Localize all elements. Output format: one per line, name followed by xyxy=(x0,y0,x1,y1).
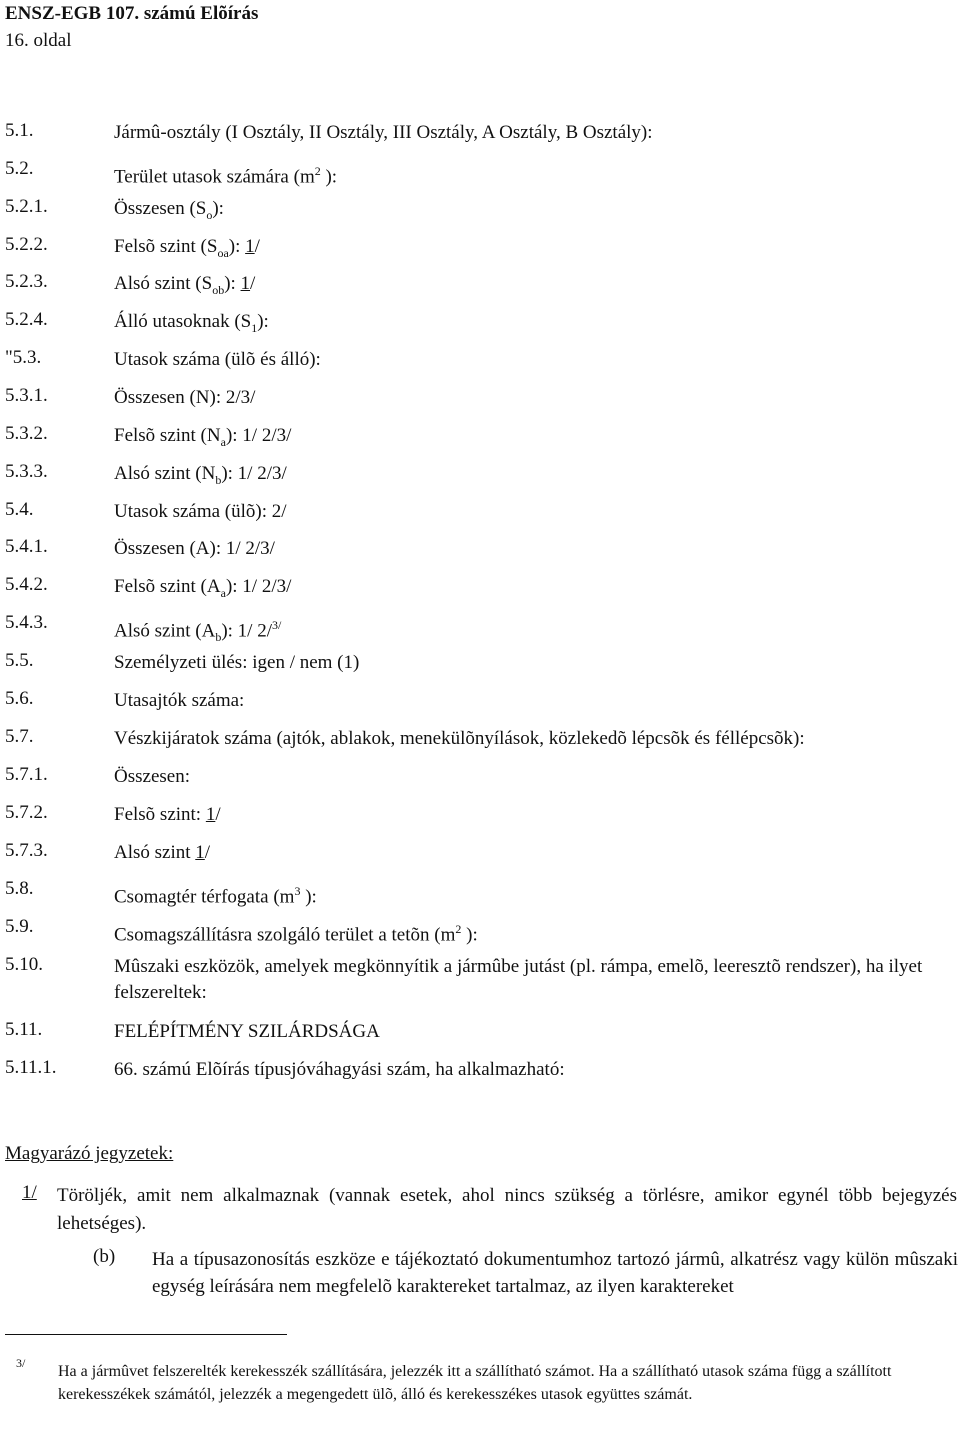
item-text-part: Terület utasok számára (m xyxy=(114,166,315,188)
item-text xyxy=(114,802,958,828)
item-text-part: Felsõ szint (A xyxy=(114,576,221,597)
item-text xyxy=(114,574,958,606)
item-text-part: Utasajtók száma: xyxy=(114,690,245,711)
item-text-part: FELÉPÍTMÉNY SZILÁRDSÁGA xyxy=(114,1021,380,1042)
item-text-part: Összesen: xyxy=(114,766,190,787)
item-text-part: ): 1/ 2/3/ xyxy=(225,425,292,446)
item-text-part: Alsó szint (S xyxy=(114,273,213,294)
item-number: 5.9. xyxy=(5,916,34,937)
note-text: Töröljék, amit nem alkalmaznak (vannak esetek, ahol nincs szükség a törlésre, amikor egynél több bejegyzés lehetséges). xyxy=(57,1185,957,1234)
item-text-part: 3/ xyxy=(272,618,282,632)
footnote-text: Ha a jármûvet felszerelték kerekesszék szállítására, jelezzék itt a szállítható számot. Ha a szállítható utasok száma függ a szállított kerekesszékek számától, jelezzék a megengedett ülõ, álló és kerekesszékes utasok együttes számát. xyxy=(58,1363,892,1403)
item-text-part: a xyxy=(220,585,226,600)
item-text-part: ): 1/ 2/3/ xyxy=(225,576,292,597)
item-text-part: / xyxy=(250,273,256,294)
item-text-part: ): xyxy=(461,924,478,946)
item-text xyxy=(114,878,958,910)
document-title: ENSZ-EGB 107. számú Elõírás xyxy=(5,3,259,24)
item-number: 5.7. xyxy=(5,726,34,747)
item-text-part: Utasok száma (ülõ): 2/ xyxy=(114,501,287,522)
item-number: 5.7.2. xyxy=(5,802,48,823)
item-text-part: ): xyxy=(212,198,224,219)
item-text-part: Csomagszállításra szolgáló terület a tetõn (m xyxy=(114,924,456,946)
item-number: 5.3.2. xyxy=(5,423,48,444)
item-text-part: 66. számú Elõírás típusjóváhagyási szám, ha alkalmazható: xyxy=(114,1059,565,1080)
item-text xyxy=(114,234,958,266)
item-number: 5.7.3. xyxy=(5,840,48,861)
note-number: 1/ xyxy=(22,1182,37,1203)
note-sub-text: Ha a típusazonosítás eszköze e tájékoztató dokumentumhoz tartozó jármû, alkatrész vagy külön mûszaki egység leírására nem megfelelõ karaktereket tartalmaz, az ilyen karaktereket xyxy=(152,1249,958,1297)
item-text xyxy=(114,158,958,190)
item-text-part: / xyxy=(254,236,260,257)
notes-heading: Magyarázó jegyzetek: xyxy=(5,1143,174,1164)
item-text-part: ): xyxy=(224,273,241,294)
item-text xyxy=(114,1057,958,1083)
item-text-part: Összesen (N): 2/3/ xyxy=(114,387,256,408)
footnote-divider xyxy=(5,1334,287,1335)
item-text-part: Mûszaki eszközök, amelyek megkönnyítik a jármûbe jutást (pl. rámpa, emelõ, leeresztõ rendszer), ha ilyet felszereltek: xyxy=(114,956,923,1003)
item-text xyxy=(114,461,958,493)
item-number: 5.7.1. xyxy=(5,764,48,785)
item-number: 5.2.2. xyxy=(5,234,48,255)
item-text xyxy=(114,120,958,146)
item-text-part: ): xyxy=(257,311,269,332)
item-text-part: b xyxy=(215,472,222,487)
item-text-part: 1 xyxy=(205,804,216,825)
item-text-part: Felsõ szint: xyxy=(114,804,206,825)
item-text-part: ): xyxy=(300,886,317,908)
item-number: 5.11. xyxy=(5,1019,43,1040)
item-text xyxy=(114,726,958,752)
item-text-part: Jármû-osztály (I Osztály, II Osztály, III Osztály, A Osztály, B Osztály): xyxy=(114,122,653,143)
footnote-mark: 3/ xyxy=(16,1356,26,1370)
item-text-part: Összesen (S xyxy=(114,198,207,219)
item-text xyxy=(114,271,958,303)
page-number: 16. oldal xyxy=(5,30,72,51)
item-number: 5.4.2. xyxy=(5,574,48,595)
item-text xyxy=(114,688,958,714)
item-number: 5.10. xyxy=(5,954,43,975)
item-number: 5.3.1. xyxy=(5,385,48,406)
item-number: 5.2. xyxy=(5,158,34,179)
item-text xyxy=(114,840,958,866)
item-number: 5.2.4. xyxy=(5,309,48,330)
item-text-part: Alsó szint (A xyxy=(114,620,216,642)
note-sub-label: (b) xyxy=(93,1246,116,1267)
item-number: "5.3. xyxy=(5,347,42,368)
item-text xyxy=(114,385,958,411)
item-text-part: Alsó szint xyxy=(114,842,196,863)
item-text-part: Felsõ szint (N xyxy=(114,425,221,446)
item-text-part: oa xyxy=(217,245,229,260)
item-text xyxy=(114,954,958,1006)
item-text xyxy=(114,536,958,562)
item-text-part: Vészkijáratok száma (ajtók, ablakok, menekülõnyílások, közlekedõ lépcsõk és féllépcsõk): xyxy=(114,728,805,749)
item-text-part: 1 xyxy=(195,842,205,863)
item-text xyxy=(114,423,958,455)
item-number: 5.4.3. xyxy=(5,612,48,633)
item-number: 5.11.1. xyxy=(5,1057,57,1078)
item-number: 5.4.1. xyxy=(5,536,48,557)
item-text-part: a xyxy=(220,434,226,449)
item-text-part: Utasok száma (ülõ és álló): xyxy=(114,349,321,370)
item-text-part: 2 xyxy=(455,922,462,936)
item-text xyxy=(114,347,958,373)
item-text-part: 3 xyxy=(294,884,301,898)
item-text-part: ): xyxy=(228,236,246,257)
item-text-part: Felsõ szint (S xyxy=(114,236,218,257)
item-text-part: 1 xyxy=(240,273,251,294)
item-text xyxy=(114,1019,958,1045)
item-number: 5.5. xyxy=(5,650,34,671)
item-text-part: 1 xyxy=(251,320,258,335)
item-number: 5.4. xyxy=(5,499,34,520)
item-text-part: 1 xyxy=(245,236,255,257)
item-text xyxy=(114,650,958,676)
item-text-part: Álló utasoknak (S xyxy=(114,311,252,332)
item-number: 5.3.3. xyxy=(5,461,48,482)
item-text xyxy=(114,916,958,948)
page-header xyxy=(5,2,258,53)
item-text-part: ): 1/ 2/ xyxy=(221,620,272,642)
item-number: 5.6. xyxy=(5,688,34,709)
item-text-part: Összesen (A): 1/ 2/3/ xyxy=(114,538,275,559)
item-text-part: Csomagtér térfogata (m xyxy=(114,886,295,908)
item-text xyxy=(114,612,958,650)
item-text-part: 2 xyxy=(314,164,321,178)
item-text-part: ob xyxy=(212,282,225,297)
item-text-part: b xyxy=(215,630,222,645)
item-number: 5.2.3. xyxy=(5,271,48,292)
item-text-part: ): xyxy=(320,166,338,188)
item-text-part: Személyzeti ülés: igen / nem (1) xyxy=(114,652,360,673)
item-text-part: Alsó szint (N xyxy=(114,463,216,484)
item-text xyxy=(114,499,958,525)
item-number: 5.2.1. xyxy=(5,196,48,217)
item-text xyxy=(114,764,958,790)
item-number: 5.8. xyxy=(5,878,34,899)
item-number: 5.1. xyxy=(5,120,34,141)
item-text xyxy=(114,196,958,228)
item-text-part: / xyxy=(204,842,211,863)
item-text xyxy=(114,309,958,341)
item-text-part: / xyxy=(215,804,221,825)
item-text-part: ): 1/ 2/3/ xyxy=(221,463,287,484)
item-text-part: o xyxy=(206,207,213,222)
